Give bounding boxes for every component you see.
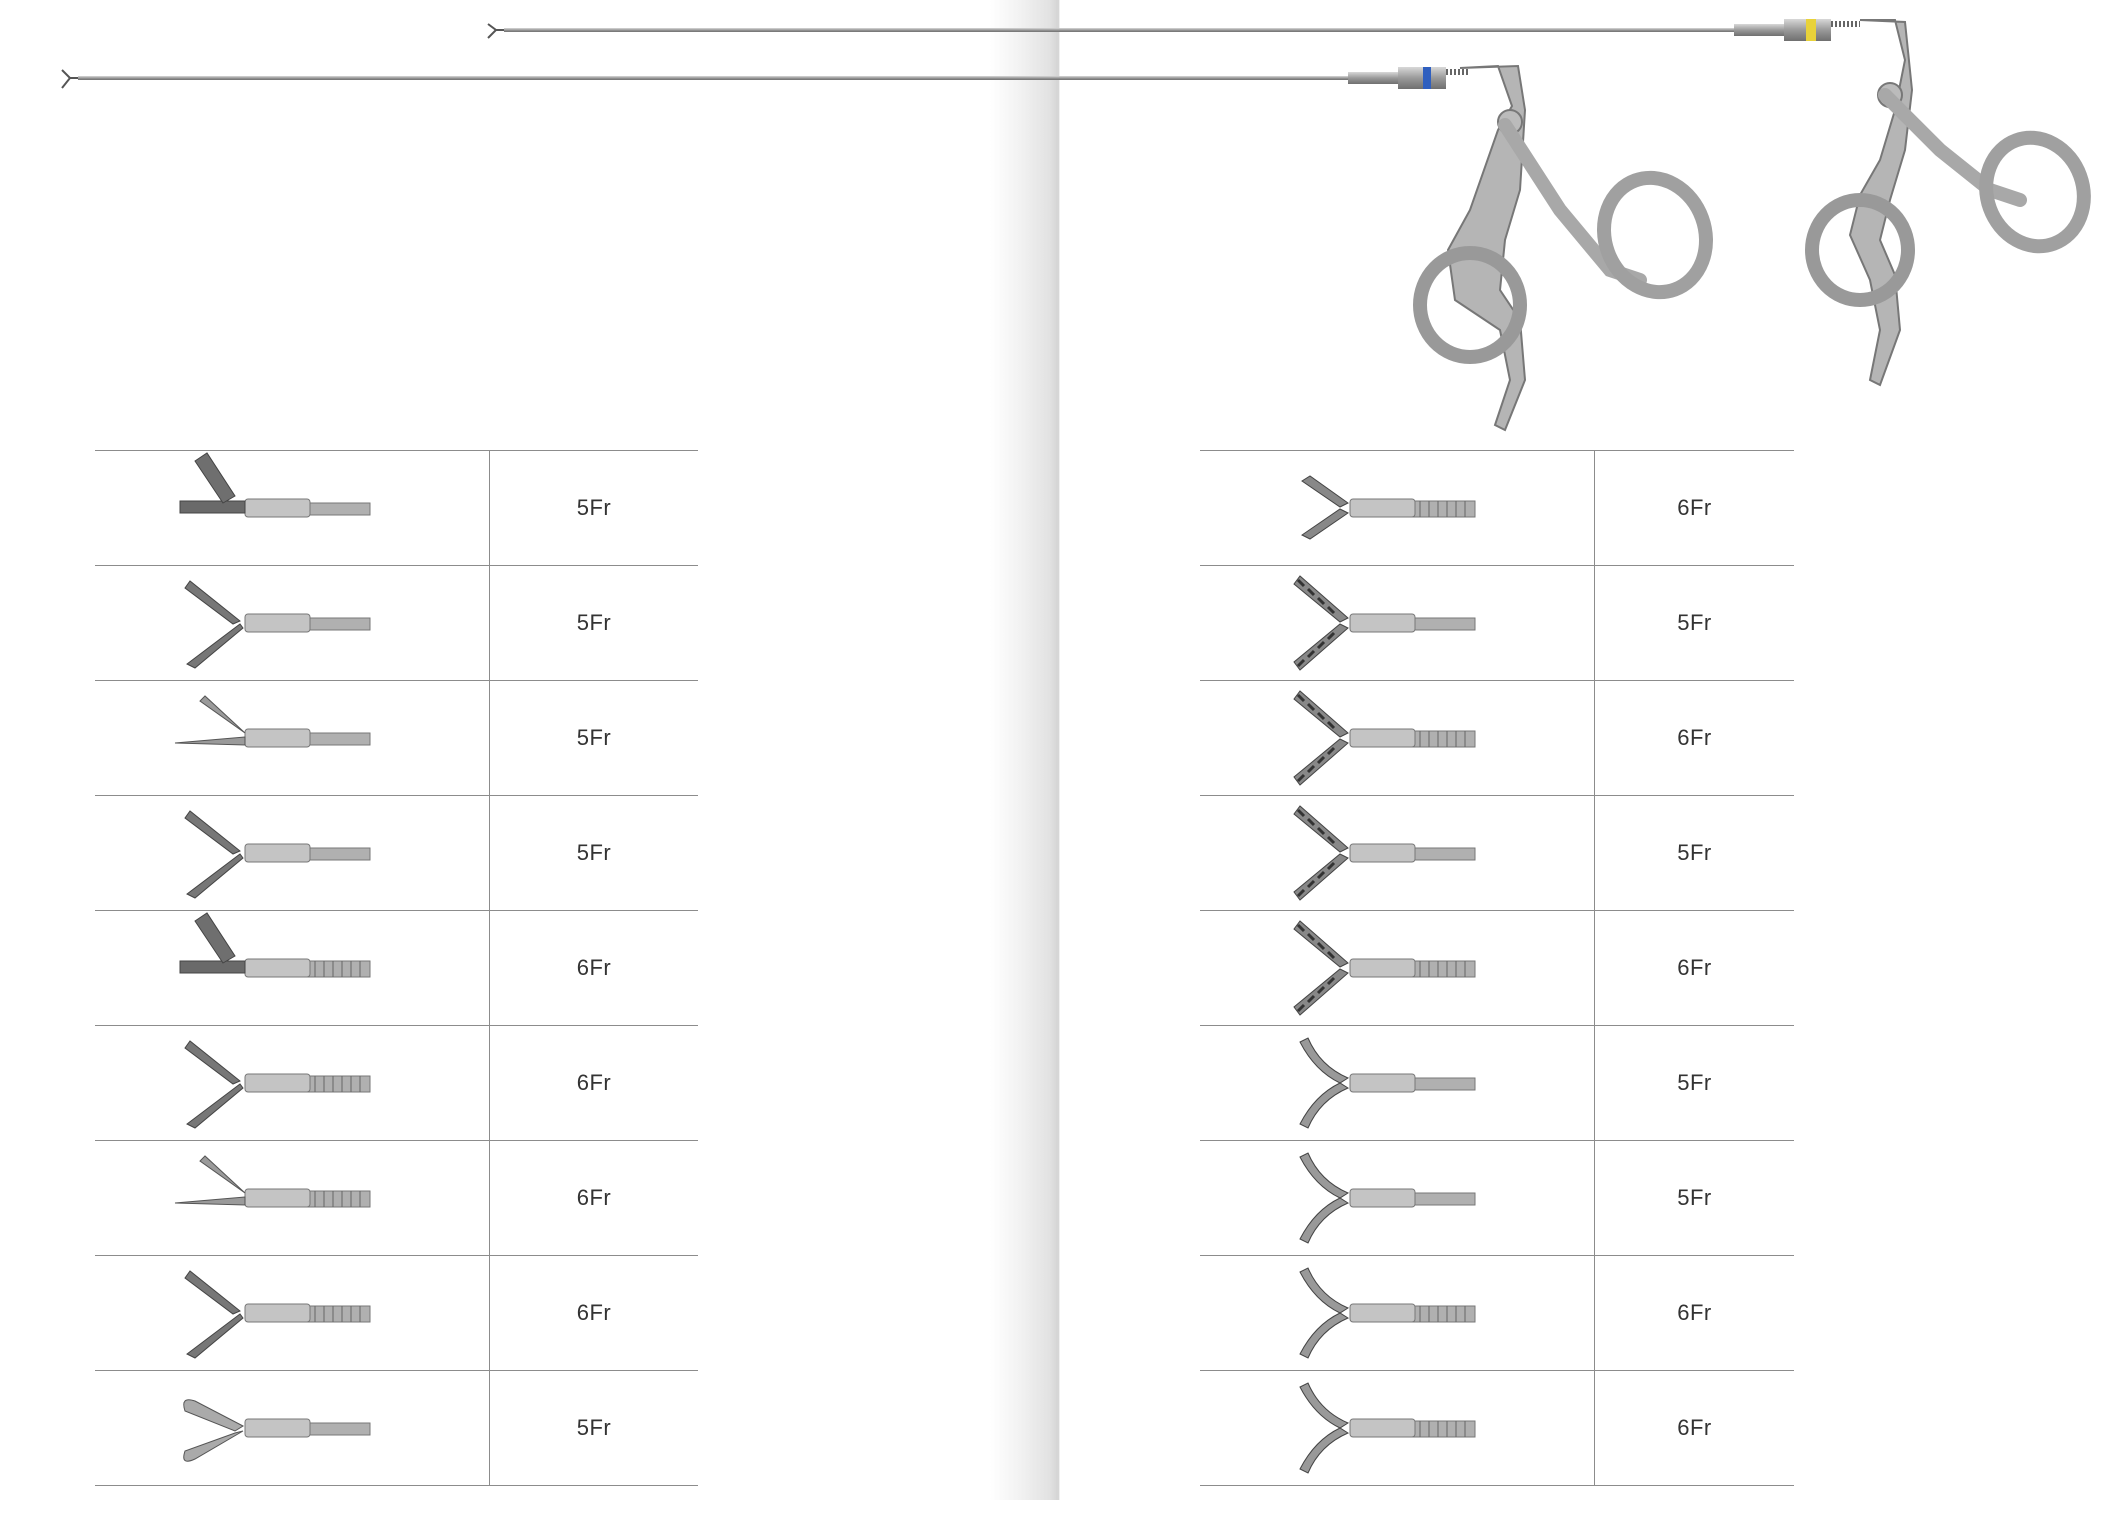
right_table-row: [1200, 450, 1794, 565]
alligator-grasper-tip-image: [1200, 681, 1595, 795]
left_table-row: [95, 795, 698, 910]
right_table-row: [1200, 795, 1794, 910]
size-label: 6Fr: [1677, 495, 1712, 520]
forceps-instrument-upper: [488, 19, 2099, 385]
size-cell: [1595, 911, 1794, 1025]
size-cell: [490, 1141, 698, 1255]
claw-grasper-tip-image: [1200, 1256, 1595, 1370]
size-cell: [1595, 681, 1794, 795]
scissors-open-tip-image: [95, 796, 490, 910]
size-cell: [490, 1371, 698, 1485]
size-label: 5Fr: [1677, 610, 1712, 635]
alligator-grasper-tip-image: [1200, 566, 1595, 680]
size-label: 5Fr: [1677, 1185, 1712, 1210]
forceps-instrument-lower: [62, 66, 1722, 430]
scissors-hook-tip-image: [95, 911, 490, 1025]
right_table-row: [1200, 680, 1794, 795]
size-cell: [490, 1256, 698, 1370]
size-label: 5Fr: [1677, 1070, 1712, 1095]
left_table-row: [95, 1025, 698, 1140]
scissors-open-tip-image: [95, 566, 490, 680]
grasper-short-tip-image: [1200, 451, 1595, 565]
size-label: 6Fr: [576, 1300, 612, 1325]
right_table-row: [1200, 910, 1794, 1025]
right-tip-table: [1200, 450, 1794, 1486]
right_table-row: [1200, 1140, 1794, 1255]
left_table-row: [95, 565, 698, 680]
size-cell: [490, 796, 698, 910]
size-label: 6Fr: [576, 1185, 612, 1210]
size-label: 5Fr: [576, 840, 612, 865]
size-cell: [1595, 1026, 1794, 1140]
size-cell: [490, 451, 698, 565]
left_table-row: [95, 1140, 698, 1255]
size-label: 6Fr: [1677, 1300, 1712, 1325]
right_table-row: [1200, 1025, 1794, 1140]
size-label: 5Fr: [576, 725, 612, 750]
scissors-open-tip-image: [95, 1256, 490, 1370]
size-label: 5Fr: [576, 610, 612, 635]
size-cell: [1595, 451, 1794, 565]
cup-forceps-tip-image: [95, 1371, 490, 1485]
size-cell: [490, 1026, 698, 1140]
right_table-row: [1200, 1255, 1794, 1370]
size-label: 5Fr: [1677, 840, 1712, 865]
claw-grasper-tip-image: [1200, 1141, 1595, 1255]
scissors-pointed-tip-image: [95, 681, 490, 795]
right_table-row: [1200, 565, 1794, 680]
right_table-row: [1200, 1370, 1794, 1486]
size-label: 6Fr: [1677, 955, 1712, 980]
scissors-open-tip-image: [95, 1026, 490, 1140]
size-cell: [1595, 796, 1794, 910]
left_table-row: [95, 1255, 698, 1370]
size-label: 6Fr: [1677, 725, 1712, 750]
size-cell: [1595, 1256, 1794, 1370]
claw-grasper-tip-image: [1200, 1371, 1595, 1485]
scissors-pointed-tip-image: [95, 1141, 490, 1255]
left_table-row: [95, 680, 698, 795]
size-cell: [490, 681, 698, 795]
size-label: 6Fr: [576, 1070, 612, 1095]
size-cell: [490, 566, 698, 680]
size-label: 6Fr: [576, 955, 612, 980]
left_table-row: [95, 910, 698, 1025]
size-cell: [1595, 566, 1794, 680]
size-label: 5Fr: [576, 1415, 612, 1440]
size-label: 6Fr: [1677, 1415, 1712, 1440]
claw-grasper-tip-image: [1200, 1026, 1595, 1140]
alligator-grasper-tip-image: [1200, 911, 1595, 1025]
left_table-row: [95, 450, 698, 565]
left_table-row: [95, 1370, 698, 1486]
size-cell: [1595, 1371, 1794, 1485]
alligator-grasper-tip-image: [1200, 796, 1595, 910]
scissors-hook-tip-image: [95, 451, 490, 565]
size-label: 5Fr: [576, 495, 612, 520]
instrument-illustration: [0, 0, 2125, 440]
size-cell: [1595, 1141, 1794, 1255]
size-cell: [490, 911, 698, 1025]
left-tip-table: [95, 450, 698, 1486]
